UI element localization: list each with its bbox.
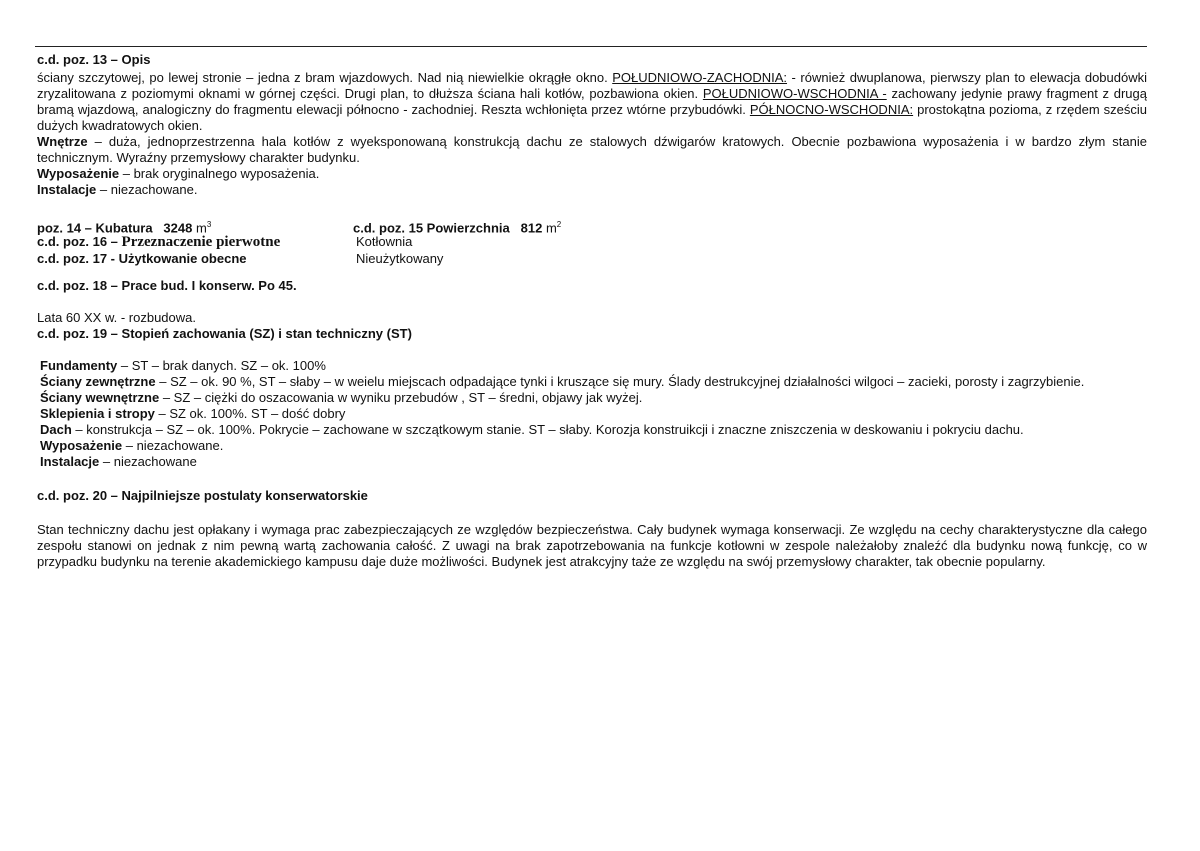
facts-row-2 <box>37 233 1147 250</box>
kubatura-sup: 3 <box>206 220 212 229</box>
equipment-state-text: – niezachowane. <box>122 438 224 453</box>
area-field <box>353 216 653 236</box>
current-use-value: Nieużytkowany <box>356 251 444 266</box>
current-use-label: c.d. poz. 17 - Użytkowanie obecne <box>37 251 247 266</box>
roof-text: – konstrukcja – SZ – ok. 100%. Pokrycie – zachowane w szczątkowym stanie. ST – słaby. Korozja konstruikcji i znaczne zniszczenia w deskowaniu i pokryciu dachu. <box>71 422 1024 437</box>
interior-walls-label: Ściany wewnętrzne <box>40 390 160 405</box>
roof-line <box>40 422 1147 438</box>
original-purpose-value: Kotłownia <box>356 234 413 249</box>
facts-row-3 <box>37 250 1147 267</box>
equipment-text: – brak oryginalnego wyposażenia. <box>119 166 320 181</box>
foundations-line <box>40 358 1147 374</box>
elevation-ne-label: PÓŁNOCNO-WSCHODNIA: <box>749 102 914 117</box>
section-18-heading: c.d. poz. 18 – Prace bud. I konserw. Po 45. <box>37 278 297 293</box>
document-content <box>37 52 1147 570</box>
interior-walls-line <box>40 390 1147 406</box>
installations-label: Instalacje <box>37 182 97 197</box>
area-value: 812 <box>520 220 543 236</box>
interior-label: Wnętrze <box>37 134 88 149</box>
area-label: c.d. poz. 15 Powierzchnia <box>353 220 510 236</box>
facts-row-1 <box>37 216 1147 236</box>
top-rule <box>35 46 1147 47</box>
original-purpose-prefix: c.d. poz. 16 – <box>37 234 118 249</box>
section-19-list <box>37 358 1147 470</box>
elevation-sw-label: POŁUDNIOWO-ZACHODNIA: <box>612 70 788 85</box>
interior-text: – duża, jednoprzestrzenna hala kotłów z wyeksponowaną konstrukcją dachu ze stalowych dźwigarów kratowych. Obecnie pozbawiona wyposażenia i w bardzo złym stanie technicznym. Wyraźny przemysłowy charakter budynku. <box>37 134 1147 165</box>
vaults-label: Sklepienia i stropy <box>40 406 155 421</box>
section-19-heading: c.d. poz. 19 – Stopień zachowania (SZ) i stan techniczny (ST) <box>37 326 412 341</box>
desc-text-4: prostokątna pozioma, z rzędem sześciu dużych kwadratowych okien. <box>37 102 1147 133</box>
original-purpose-label <box>37 233 353 250</box>
section-20-heading: c.d. poz. 20 – Najpilniejsze postulaty konserwatorskie <box>37 488 368 503</box>
roof-label: Dach <box>40 422 72 437</box>
vaults-line <box>40 406 1147 422</box>
foundations-label: Fundamenty <box>40 358 118 373</box>
area-unit: m <box>545 220 557 236</box>
desc-text-3: zachowany jedynie prawy fragment z drugą bramą wjazdową, analogiczny do fragmentu elewacji północno - zachodniej. Reszta wchłonięta przez wtórne przybudówki. <box>37 86 1148 117</box>
exterior-walls-label: Ściany zewnętrzne <box>40 374 156 389</box>
area-sup: 2 <box>556 220 562 229</box>
installations-state-label: Instalacje <box>40 454 100 469</box>
kubatura-unit: m <box>195 220 207 236</box>
kubatura-value: 3248 <box>163 220 193 236</box>
equipment-state-label: Wyposażenie <box>40 438 123 453</box>
interior-paragraph <box>37 134 1147 166</box>
installations-state-text: – niezachowane <box>99 454 197 469</box>
elevation-se-label: POŁUDNIOWO-WSCHODNIA - <box>702 86 887 101</box>
equipment-label: Wyposażenie <box>37 166 120 181</box>
section-18-text: Lata 60 XX w. - rozbudowa. <box>37 310 196 325</box>
section-13-heading: c.d. poz. 13 – Opis <box>37 52 151 67</box>
equipment-state-line <box>40 438 1147 454</box>
desc-text-2: - również dwuplanowa, pierwszy plan to elewacja dobudówki zryzalitowana z poziomymi oknami w górnej części. Drugi plan, to dłuższa ściana hali kotłów, pozbawiona okien. <box>37 70 1147 101</box>
foundations-text: – ST – brak danych. SZ – ok. 100% <box>117 358 326 373</box>
installations-text: – niezachowane. <box>96 182 198 197</box>
equipment-line <box>37 166 1147 182</box>
interior-walls-text: – SZ – ciężki do oszacowania w wyniku przebudów , ST – średni, objawy jak wyżej. <box>159 390 643 405</box>
section-20-text: Stan techniczny dachu jest opłakany i wymaga prac zabezpieczających ze względów bezpieczeństwa. Cały budynek wymaga konserwacji. Ze względu na cechy charakterystyczne dla całego zespołu stanowi on jednak z nim pewną wartą zachowania całość. Z uwagi na brak zapotrzebowania na funkcje kotłowni w zespole należałoby znaleźć dla budynku nową funkcję, co w przypadku budynku na terenie akademickiego kampusu daje duże możliwości. Budynek jest atrakcyjny taże ze względu na swój przemysłowy charakter, tak obecnie popularny. <box>37 522 1147 569</box>
exterior-walls-text: – SZ – ok. 90 %, ST – słaby – w weielu miejscach odpadające tynki i kruszące się mury. Ślady destrukcyjnej działalności wilgoci – zacieki, porosty i zagrzybienie. <box>155 374 1085 389</box>
installations-line <box>37 182 1147 198</box>
desc-text-1: ściany szczytowej, po lewej stronie – jedna z bram wjazdowych. Nad nią niewielkie okrągłe okno. <box>37 70 613 85</box>
exterior-walls-line <box>40 374 1147 390</box>
kubatura-field <box>37 216 353 236</box>
kubatura-label: poz. 14 – Kubatura <box>37 220 153 236</box>
original-purpose-title: Przeznaczenie pierwotne <box>121 234 281 250</box>
section-13-description <box>37 70 1147 134</box>
installations-state-line <box>40 454 1147 470</box>
vaults-text: – SZ ok. 100%. ST – dość dobry <box>154 406 346 421</box>
